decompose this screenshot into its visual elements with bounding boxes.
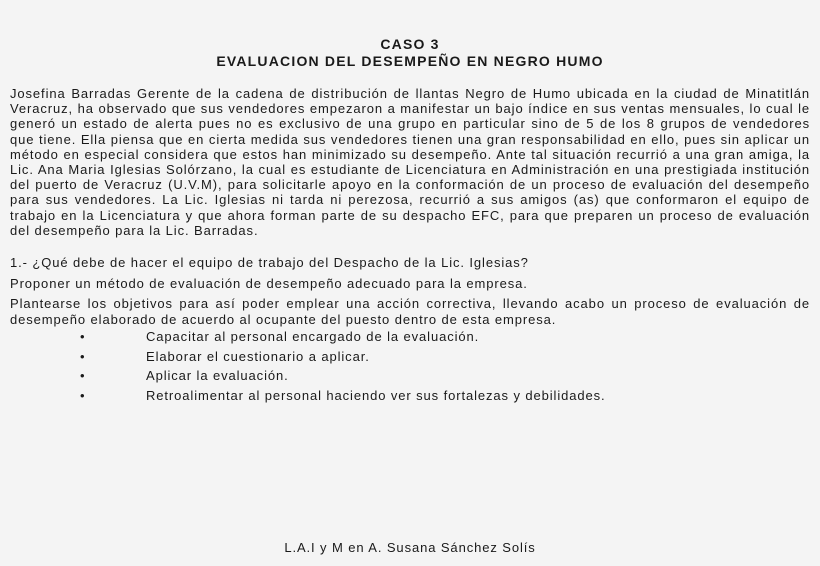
- question-1: 1.- ¿Qué debe de hacer el equipo de trabajo del Despacho de la Lic. Iglesias?: [10, 255, 529, 271]
- list-item: [10, 368, 810, 384]
- signature: L.A.I y M en A. Susana Sánchez Solís: [284, 540, 536, 555]
- list-item-text: Aplicar la evaluación.: [146, 368, 289, 384]
- intro-paragraph: Josefina Barradas Gerente de la cadena de distribución de llantas Negro de Humo ubicada en la ciudad de Minatitlán Veracruz, ha observado que sus vendedores empezaron a manifestar un bajo índice en sus ventas mensuales, lo cual le generó un estado de alerta pues no es exclusivo de una grupo en particular sino de 5 de los 8 grupos de vendedores que tiene. Ella piensa que en cierta medida sus vendedores tienen una gran responsabilidad en ello, pues sin aplicar un método en especial considera que estos han minimizado su desempeño. Ante tal situación recurrió a una gran amiga, la Lic. Ana Maria Iglesias Solórzano, la cual es estudiante de Licenciatura en Administración en una prestigiada institución del puerto de Veracruz (U.V.M), para solicitarle apoyo en la conformación de un proceso de evaluación del desempeño para sus vendedores. La Lic. Iglesias ni tarda ni perezosa, recurrió a sus amigos (as) que conformaron el equipo de trabajo en la Licenciatura y que ahora forman parte de su despacho EFC, para que preparen un proceso de evaluación del desempeño para la Lic. Barradas.: [10, 86, 810, 238]
- answer-1: Proponer un método de evaluación de desempeño adecuado para la empresa.: [10, 276, 528, 292]
- list-item: [10, 349, 810, 365]
- list-item: [10, 329, 810, 345]
- list-item-text: Elaborar el cuestionario a aplicar.: [146, 348, 370, 364]
- bullet-icon: •: [80, 329, 86, 345]
- list-item-last-wrap: [80, 388, 810, 404]
- action-list: [10, 329, 810, 403]
- explanation-paragraph: Plantearse los objetivos para así poder emplear una acción correctiva, llevando acabo un proceso de evaluación de desempeño elaborado de acuerdo al ocupante del puesto dentro de esta empresa.: [10, 296, 810, 327]
- bullet-icon: •: [80, 348, 86, 364]
- bullet-icon: •: [80, 387, 86, 403]
- case-title: EVALUACION DEL DESEMPEÑO EN NEGRO HUMO: [216, 53, 604, 69]
- bullet-icon: •: [80, 368, 86, 384]
- list-item: [10, 388, 810, 404]
- list-item-text: Capacitar al personal encargado de la evaluación.: [146, 329, 480, 345]
- list-item-text: Retroalimentar al personal haciendo ver sus fortalezas y debilidades.: [146, 387, 606, 403]
- case-label: CASO 3: [380, 36, 440, 52]
